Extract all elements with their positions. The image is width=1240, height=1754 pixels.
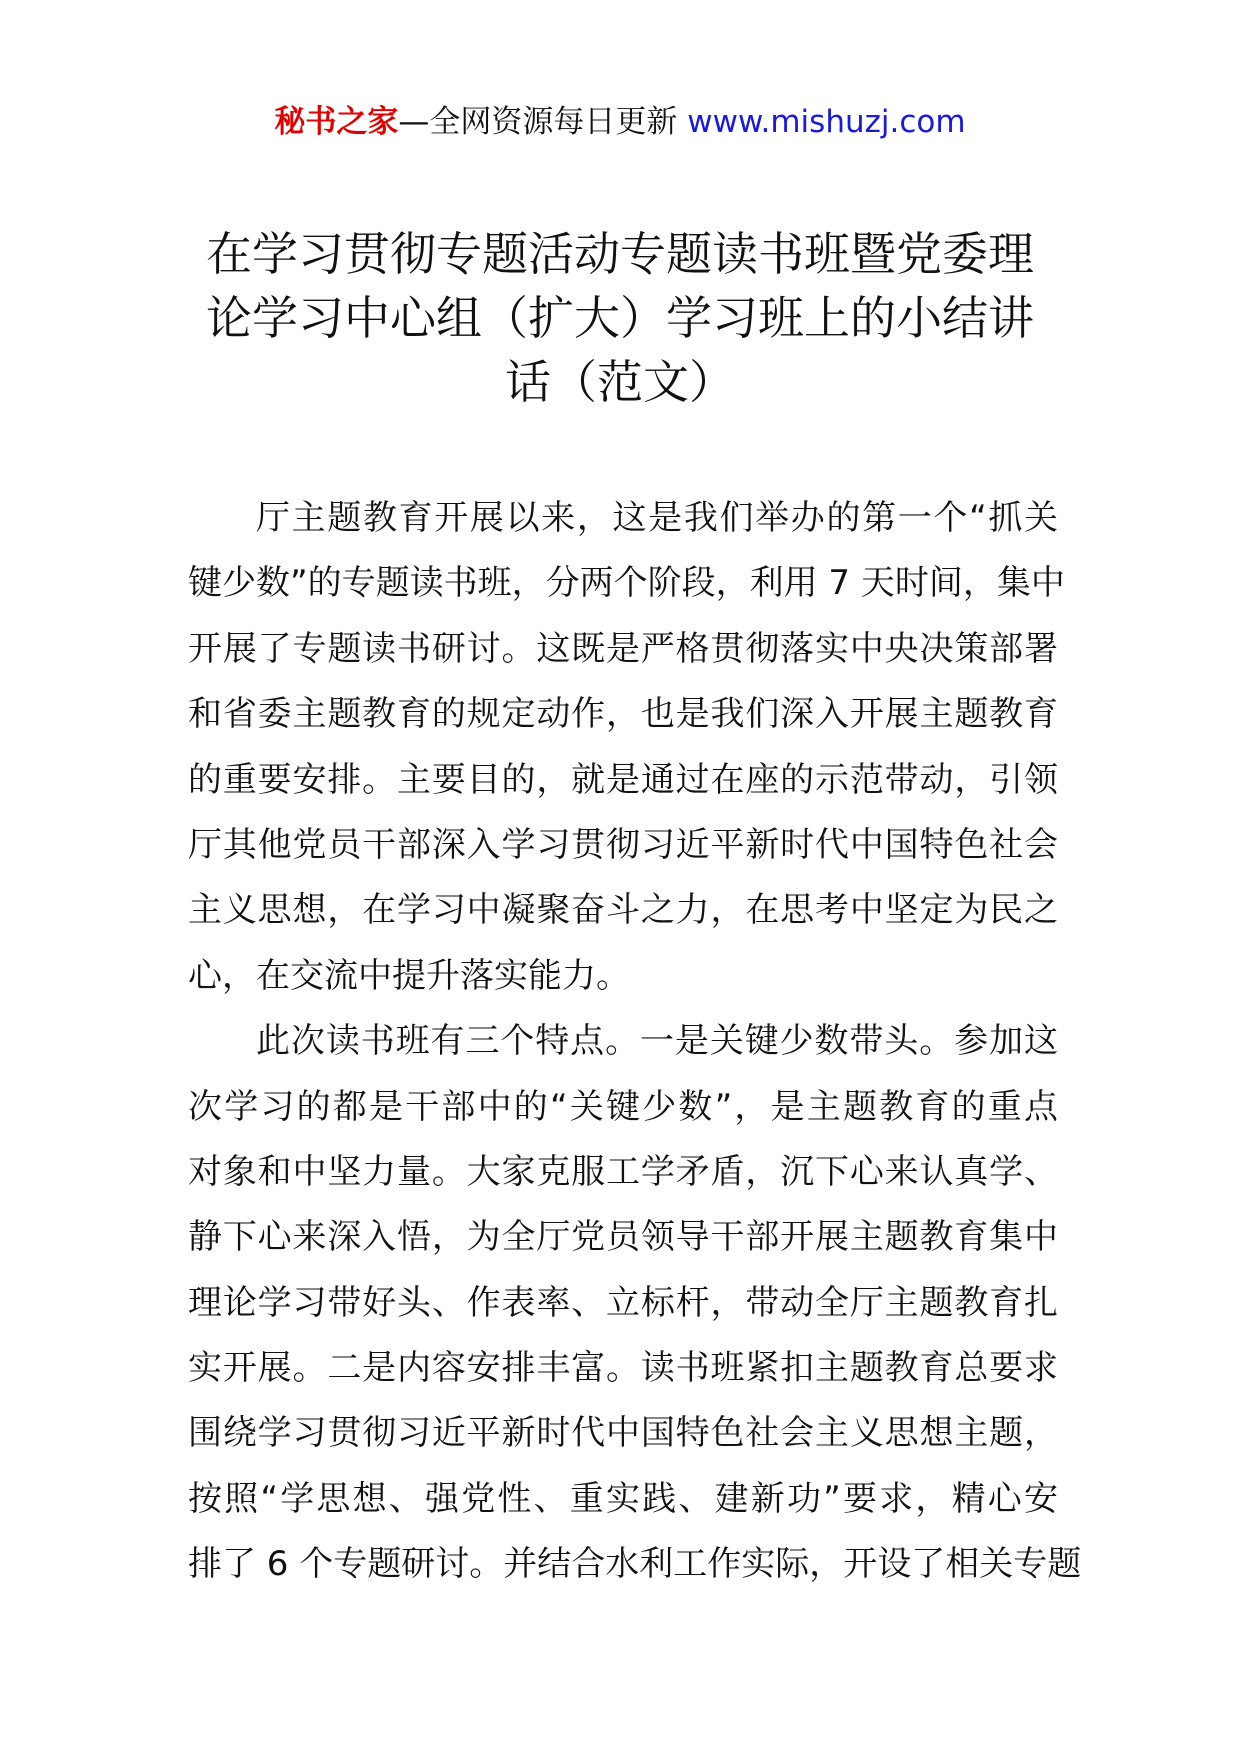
- brand-name: 秘书之家: [274, 104, 399, 140]
- paragraph-line: 和省委主题教育的规定动作，也是我们深入开展主题教育: [188, 694, 1058, 735]
- paragraph-line: 围绕学习贯彻习近平新时代中国特色社会主义思想主题，: [188, 1413, 1058, 1454]
- paragraph-1: [188, 486, 1065, 1009]
- paragraph-line: 静下心来深入悟，为全厅党员领导干部开展主题教育集中: [188, 1217, 1058, 1258]
- paragraph-line: 的重要安排。主要目的，就是通过在座的示范带动，引领: [188, 759, 1058, 800]
- paragraph-line: 厅主题教育开展以来，这是我们举办的第一个“抓关: [256, 498, 1058, 538]
- title-line: 在学习贯彻专题活动专题读书班暨党委理: [206, 227, 1034, 281]
- paragraph-line: 主义思想，在学习中凝聚奋斗之力，在思考中坚定为民之: [188, 890, 1058, 931]
- header-tagline: —全网资源每日更新: [398, 104, 688, 140]
- paragraph-line: 次学习的都是干部中的“关键少数”，是主题教育的重点: [188, 1086, 1058, 1127]
- paragraph-line: 按照“学思想、强党性、重实践、建新功”要求，精心安: [188, 1478, 1058, 1519]
- paragraph-line: 开展了专题读书研讨。这既是严格贯彻落实中央决策部署: [188, 628, 1058, 669]
- title-line: 话（范文）: [505, 355, 735, 409]
- site-url-link[interactable]: www.mishuzj.com: [687, 104, 966, 140]
- paragraph-line: 排了 6 个专题研讨。并结合水利工作实际，开设了相关专题: [188, 1544, 1082, 1585]
- title-line: 论学习中心组（扩大）学习班上的小结讲: [206, 291, 1034, 345]
- paragraph-line: 此次读书班有三个特点。一是关键少数带头。参加这: [256, 1021, 1058, 1062]
- paragraph-line: 对象和中坚力量。大家克服工学矛盾，沉下心来认真学、: [188, 1151, 1058, 1192]
- document-body: [188, 486, 1082, 1598]
- document-title: [190, 222, 1050, 414]
- paragraph-line: 厅其他党员干部深入学习贯彻习近平新时代中国特色社会: [188, 824, 1058, 865]
- paragraph-line: 心，在交流中提升落实能力。: [188, 955, 630, 996]
- site-header: [0, 100, 1240, 144]
- paragraph-2: [188, 1009, 1082, 1598]
- paragraph-line: 理论学习带好头、作表率、立标杆，带动全厅主题教育扎: [188, 1282, 1058, 1323]
- paragraph-line: 键少数”的专题读书班，分两个阶段，利用 7 天时间，集中: [188, 563, 1065, 604]
- paragraph-line: 实开展。二是内容安排丰富。读书班紧扣主题教育总要求: [188, 1348, 1058, 1389]
